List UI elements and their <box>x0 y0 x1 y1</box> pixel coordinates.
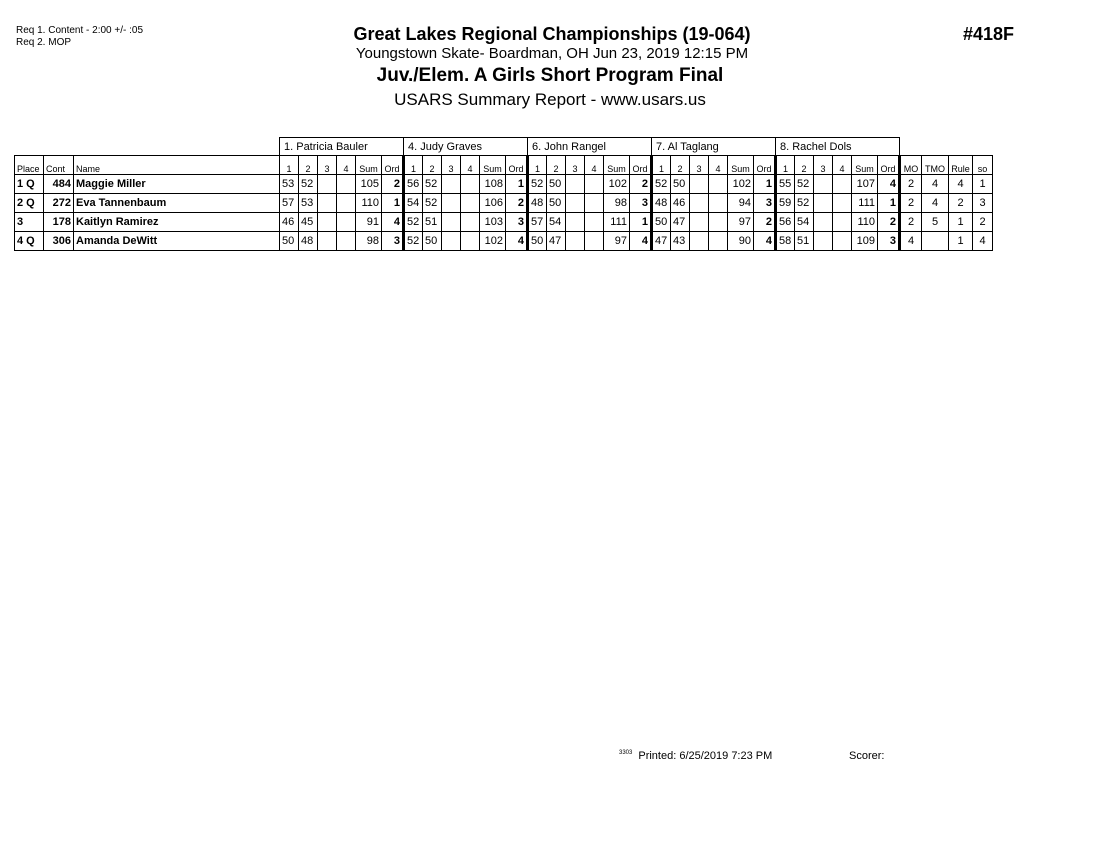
col-name: Name <box>74 156 280 175</box>
col-mark: 1 <box>528 156 547 175</box>
skater-name: Eva Tannenbaum <box>74 194 280 213</box>
mark <box>585 194 604 213</box>
judge-ordinal: 2 <box>630 175 652 194</box>
mark: 54 <box>547 213 566 232</box>
judge-ordinal: 1 <box>878 194 900 213</box>
mark <box>566 213 585 232</box>
judge-sum: 94 <box>728 194 754 213</box>
col-mo: MO <box>900 156 922 175</box>
col-mark: 4 <box>709 156 728 175</box>
rule: 4 <box>949 175 973 194</box>
mark: 53 <box>280 175 299 194</box>
mark <box>566 232 585 251</box>
mark <box>709 175 728 194</box>
mark: 46 <box>671 194 690 213</box>
competitor-number: 306 <box>44 232 74 251</box>
col-mark: 3 <box>566 156 585 175</box>
mark: 51 <box>795 232 814 251</box>
mark <box>833 213 852 232</box>
total-majority: 4 <box>922 194 949 213</box>
judge-sum: 97 <box>604 232 630 251</box>
mark <box>337 175 356 194</box>
judge-ordinal: 4 <box>506 232 528 251</box>
mark: 53 <box>299 194 318 213</box>
mark: 50 <box>652 213 671 232</box>
mark: 47 <box>652 232 671 251</box>
rule: 1 <box>949 232 973 251</box>
requirement-1: Req 1. Content - 2:00 +/- :05 <box>16 25 144 36</box>
col-ord: Ord <box>878 156 900 175</box>
mark <box>461 213 480 232</box>
table-row <box>15 175 993 194</box>
majority: 4 <box>900 232 922 251</box>
mark: 50 <box>547 175 566 194</box>
mark <box>814 175 833 194</box>
col-ord: Ord <box>382 156 404 175</box>
mark: 43 <box>671 232 690 251</box>
col-mark: 4 <box>585 156 604 175</box>
mark <box>690 194 709 213</box>
judge-ordinal: 3 <box>630 194 652 213</box>
judge-ordinal: 2 <box>382 175 404 194</box>
printed-date: Printed: 6/25/2019 7:23 PM <box>638 750 773 762</box>
col-mark: 1 <box>776 156 795 175</box>
judge-ordinal: 4 <box>754 232 776 251</box>
col-mark: 1 <box>280 156 299 175</box>
col-mark: 2 <box>795 156 814 175</box>
mark: 50 <box>280 232 299 251</box>
mark <box>566 194 585 213</box>
judge-ordinal: 1 <box>506 175 528 194</box>
col-tmo: TMO <box>922 156 949 175</box>
col-sum: Sum <box>728 156 754 175</box>
mark <box>833 175 852 194</box>
report-code: 3303 <box>619 750 633 756</box>
mark <box>337 194 356 213</box>
judge-ordinal: 4 <box>630 232 652 251</box>
scorer-label: Scorer: <box>849 750 885 762</box>
col-cont: Cont <box>44 156 74 175</box>
mark <box>833 194 852 213</box>
mark: 52 <box>795 194 814 213</box>
judge-ordinal: 1 <box>754 175 776 194</box>
judge-sum: 109 <box>852 232 878 251</box>
judge-sum: 91 <box>356 213 382 232</box>
event-name: Juv./Elem. A Girls Short Program Final <box>376 65 724 86</box>
mark: 55 <box>776 175 795 194</box>
judge-sum: 98 <box>356 232 382 251</box>
mark: 50 <box>423 232 442 251</box>
judge-name: 1. Patricia Bauler <box>280 138 404 156</box>
judge-sum: 106 <box>480 194 506 213</box>
competitor-number: 178 <box>44 213 74 232</box>
mark: 45 <box>299 213 318 232</box>
mark: 51 <box>423 213 442 232</box>
location-datetime: Youngstown Skate- Boardman, OH Jun 23, 2019 12:15 PM <box>355 45 749 62</box>
judge-sum: 102 <box>728 175 754 194</box>
sum-ordinals: 3 <box>973 194 993 213</box>
table-row <box>15 232 993 251</box>
col-sum: Sum <box>604 156 630 175</box>
mark <box>318 175 337 194</box>
mark: 48 <box>299 232 318 251</box>
competition-title: Great Lakes Regional Championships (19-064) <box>353 24 751 44</box>
requirement-2: Req 2. MOP <box>16 37 72 48</box>
mark <box>585 213 604 232</box>
judge-sum: 98 <box>604 194 630 213</box>
mark <box>442 213 461 232</box>
judge-ordinal: 1 <box>630 213 652 232</box>
mark: 52 <box>423 175 442 194</box>
judge-ordinal: 4 <box>382 213 404 232</box>
judge-sum: 105 <box>356 175 382 194</box>
sum-ordinals: 2 <box>973 213 993 232</box>
judge-header-spacer <box>15 138 280 156</box>
col-mark: 3 <box>442 156 461 175</box>
col-mark: 2 <box>547 156 566 175</box>
event-number: #418F <box>963 24 1015 44</box>
col-sum: Sum <box>480 156 506 175</box>
mark <box>814 232 833 251</box>
competitor-number: 272 <box>44 194 74 213</box>
rule: 2 <box>949 194 973 213</box>
judge-ordinal: 3 <box>506 213 528 232</box>
mark: 57 <box>280 194 299 213</box>
mark: 54 <box>404 194 423 213</box>
mark: 50 <box>547 194 566 213</box>
mark <box>690 175 709 194</box>
mark <box>442 175 461 194</box>
judge-name: 8. Rachel Dols <box>776 138 900 156</box>
judge-sum: 108 <box>480 175 506 194</box>
judge-ordinal: 2 <box>878 213 900 232</box>
majority: 2 <box>900 175 922 194</box>
mark <box>709 232 728 251</box>
place: 2 Q <box>15 194 44 213</box>
sum-ordinals: 4 <box>973 232 993 251</box>
col-mark: 3 <box>814 156 833 175</box>
judge-sum: 90 <box>728 232 754 251</box>
place: 4 Q <box>15 232 44 251</box>
total-majority <box>922 232 949 251</box>
col-ord: Ord <box>630 156 652 175</box>
judge-sum: 107 <box>852 175 878 194</box>
col-mark: 2 <box>671 156 690 175</box>
col-mark: 1 <box>652 156 671 175</box>
mark: 47 <box>547 232 566 251</box>
judge-ordinal: 3 <box>878 232 900 251</box>
mark <box>318 194 337 213</box>
results-table <box>14 137 993 251</box>
mark <box>814 194 833 213</box>
judge-ordinal: 2 <box>506 194 528 213</box>
judge-sum: 111 <box>604 213 630 232</box>
mark <box>833 232 852 251</box>
mark: 52 <box>795 175 814 194</box>
mark: 52 <box>652 175 671 194</box>
col-sum: Sum <box>356 156 382 175</box>
mark: 54 <box>795 213 814 232</box>
mark <box>585 232 604 251</box>
mark: 50 <box>671 175 690 194</box>
mark: 48 <box>652 194 671 213</box>
total-majority: 5 <box>922 213 949 232</box>
majority: 2 <box>900 213 922 232</box>
tail-header-spacer <box>900 138 993 156</box>
table-row <box>15 213 993 232</box>
mark: 52 <box>404 232 423 251</box>
mark: 46 <box>280 213 299 232</box>
col-mark: 4 <box>461 156 480 175</box>
place: 1 Q <box>15 175 44 194</box>
col-mark: 1 <box>404 156 423 175</box>
judge-sum: 110 <box>356 194 382 213</box>
judge-sum: 110 <box>852 213 878 232</box>
mark <box>318 232 337 251</box>
mark <box>566 175 585 194</box>
mark <box>461 175 480 194</box>
table-row <box>15 194 993 213</box>
mark: 48 <box>528 194 547 213</box>
mark: 59 <box>776 194 795 213</box>
mark <box>337 232 356 251</box>
judge-name: 7. Al Taglang <box>652 138 776 156</box>
judge-name: 4. Judy Graves <box>404 138 528 156</box>
mark <box>461 194 480 213</box>
printed-stamp <box>619 750 772 762</box>
col-ord: Ord <box>754 156 776 175</box>
report-name: USARS Summary Report - www.usars.us <box>394 90 706 109</box>
judge-sum: 102 <box>480 232 506 251</box>
col-place: Place <box>15 156 44 175</box>
judge-ordinal: 3 <box>382 232 404 251</box>
col-mark: 3 <box>690 156 709 175</box>
mark: 57 <box>528 213 547 232</box>
mark <box>442 194 461 213</box>
judge-sum: 111 <box>852 194 878 213</box>
col-rule: Rule <box>949 156 973 175</box>
mark: 58 <box>776 232 795 251</box>
judge-ordinal: 3 <box>754 194 776 213</box>
col-mark: 3 <box>318 156 337 175</box>
total-majority: 4 <box>922 175 949 194</box>
mark <box>690 232 709 251</box>
mark: 56 <box>776 213 795 232</box>
judge-sum: 102 <box>604 175 630 194</box>
skater-name: Kaitlyn Ramirez <box>74 213 280 232</box>
mark: 52 <box>423 194 442 213</box>
mark <box>337 213 356 232</box>
mark <box>442 232 461 251</box>
col-mark: 4 <box>337 156 356 175</box>
col-ord: Ord <box>506 156 528 175</box>
judge-ordinal: 4 <box>878 175 900 194</box>
sum-ordinals: 1 <box>973 175 993 194</box>
col-so: so <box>973 156 993 175</box>
mark: 52 <box>404 213 423 232</box>
mark: 50 <box>528 232 547 251</box>
judge-sum: 103 <box>480 213 506 232</box>
mark: 52 <box>528 175 547 194</box>
col-mark: 2 <box>423 156 442 175</box>
mark: 52 <box>299 175 318 194</box>
mark: 56 <box>404 175 423 194</box>
col-mark: 4 <box>833 156 852 175</box>
col-mark: 2 <box>299 156 318 175</box>
judge-ordinal: 2 <box>754 213 776 232</box>
place: 3 <box>15 213 44 232</box>
mark <box>461 232 480 251</box>
mark <box>709 194 728 213</box>
skater-name: Maggie Miller <box>74 175 280 194</box>
rule: 1 <box>949 213 973 232</box>
judge-name: 6. John Rangel <box>528 138 652 156</box>
mark <box>709 213 728 232</box>
col-sum: Sum <box>852 156 878 175</box>
mark <box>814 213 833 232</box>
mark <box>318 213 337 232</box>
mark: 47 <box>671 213 690 232</box>
mark <box>690 213 709 232</box>
skater-name: Amanda DeWitt <box>74 232 280 251</box>
competitor-number: 484 <box>44 175 74 194</box>
judge-ordinal: 1 <box>382 194 404 213</box>
judge-sum: 97 <box>728 213 754 232</box>
mark <box>585 175 604 194</box>
majority: 2 <box>900 194 922 213</box>
